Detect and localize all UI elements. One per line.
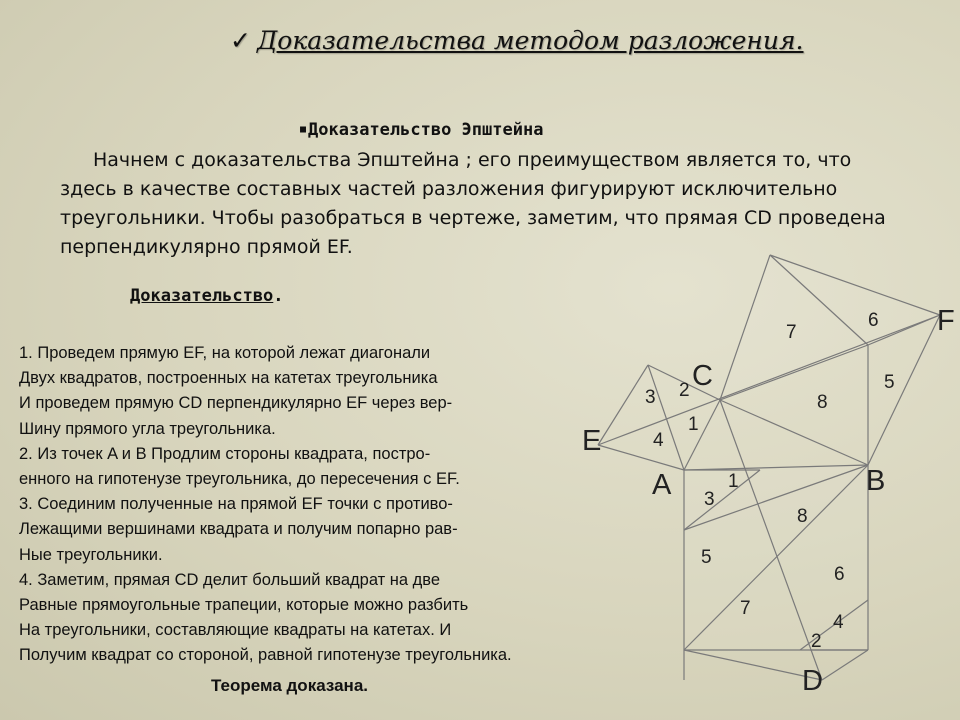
region-number: 4: [653, 430, 664, 451]
proof-line: 4. Заметим, прямая CD делит больший квадрат на две: [19, 570, 441, 589]
proof-line: И проведем прямую CD перпендикулярно EF через вер-: [19, 394, 453, 413]
region-number: 6: [868, 310, 879, 331]
region-number: 8: [817, 392, 828, 413]
edge-e-a: [598, 445, 684, 470]
region-number: 6: [834, 564, 845, 585]
proof-line: Шину прямого угла треугольника.: [19, 419, 276, 438]
proof-label-suffix: .: [273, 286, 284, 306]
checkmark-icon: ✓: [230, 26, 251, 55]
intro-text: Начнем с доказательства Эпштейна ; его преимуществом является то, что здесь в качестве составных частей разложения фигурируют исключительно треугольники. Чтобы разобраться в чертеже, заметим, что прямая CD проведена перпендикулярно прямой EF.: [60, 149, 886, 258]
point-a-label: A: [652, 469, 672, 501]
proof-line: Равные прямоугольные трапеции, которые можно разбить: [19, 596, 469, 615]
region-number: 8: [797, 506, 808, 527]
point-f-label: F: [937, 305, 955, 337]
edge-d-right: [822, 650, 868, 680]
proof-line: 3. Соединим полученные на прямой EF точки с противо-: [19, 495, 453, 514]
region-number: 5: [701, 547, 712, 568]
proof-line: Двух квадратов, построенных на катетах треугольника: [19, 369, 438, 388]
edge-cb: [720, 400, 868, 465]
square-bullet-icon: ■: [300, 124, 307, 135]
proof-line: Лежащими вершинами квадрата и получим попарно рав-: [19, 520, 458, 539]
proof-line: Ные треугольники.: [19, 545, 163, 564]
region-number: 1: [688, 414, 699, 435]
region-number: 1: [728, 471, 739, 492]
region-number: 7: [740, 598, 751, 619]
proof-line: На треугольники, составляющие квадраты на катетах. И: [19, 621, 452, 640]
proof-line: 1. Проведем прямую EF, на которой лежат диагонали: [19, 344, 431, 362]
point-b-label: B: [866, 465, 886, 497]
slide-title-text: Доказательства методом разложения.: [256, 26, 804, 55]
point-d-label: D: [802, 665, 823, 697]
point-e-label: E: [582, 425, 602, 457]
point-c-label: C: [692, 360, 713, 392]
region-number: 5: [884, 372, 895, 393]
figure-lines: [598, 255, 940, 680]
conclusion-text: Теорема доказана.: [211, 676, 368, 695]
region-number: 2: [811, 631, 822, 652]
region-number: 3: [645, 387, 656, 408]
proof-label-text: Доказательство: [130, 286, 274, 306]
region-number: 7: [786, 322, 797, 343]
section-heading-text: Доказательство Эпштейна: [308, 120, 544, 140]
proof-line: Получим квадрат со стороной, равной гипотенузе треугольника.: [19, 646, 512, 665]
proof-line: 2. Из точек A и B Продлим стороны квадрата, постро-: [19, 444, 431, 463]
region-number: 2: [679, 380, 690, 401]
proof-line: енного на гипотенузе треугольника, до пересечения с EF.: [19, 470, 460, 489]
edge-e-left-top: [598, 365, 648, 445]
region-number: 3: [704, 489, 715, 510]
region-number: 4: [833, 612, 844, 633]
